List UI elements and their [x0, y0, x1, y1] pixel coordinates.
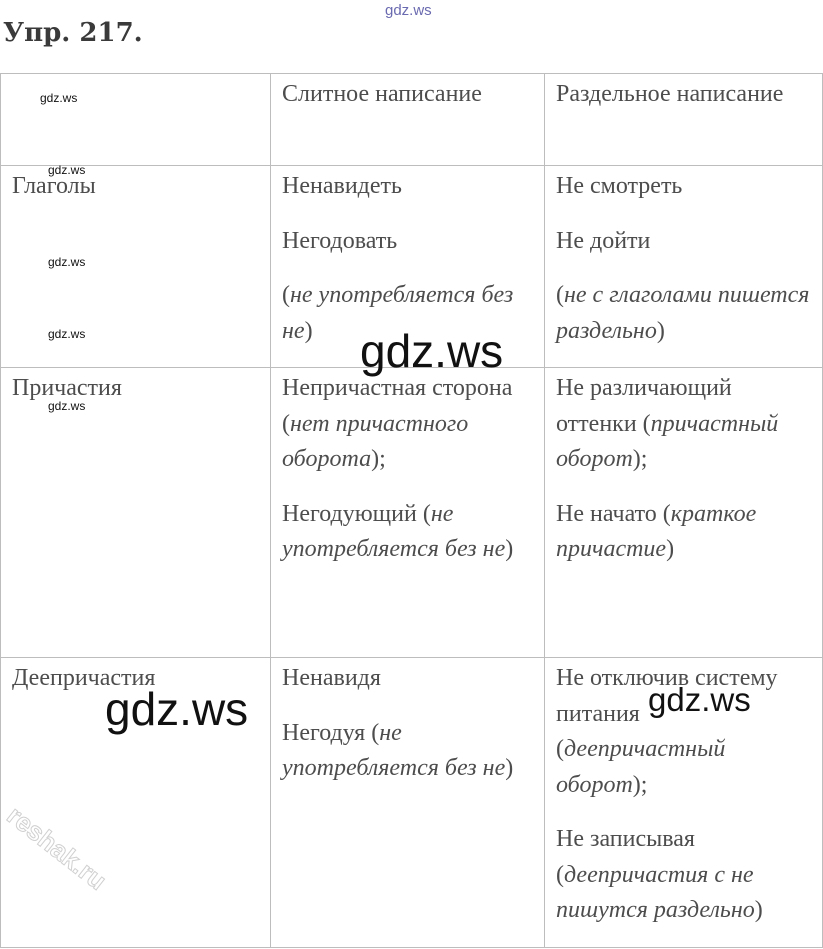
note-text: не употребляется без не	[282, 282, 514, 344]
watermark-large: gdz.ws	[105, 683, 249, 735]
category-cell: Деепричастия	[1, 658, 271, 948]
watermark-large: gdz.ws	[360, 325, 504, 377]
header-cell-separate: Раздельное написание	[545, 74, 823, 166]
merged-cell	[271, 658, 545, 948]
example: Негодуя (не употребляется без не)	[282, 719, 514, 781]
example: Негодовать	[282, 227, 398, 254]
example: Не начато (краткое причастие)	[556, 500, 757, 562]
header-cell-merged: Слитное написание	[271, 74, 545, 166]
watermark: gdz.ws	[48, 255, 86, 269]
category-cell: Глаголы	[1, 166, 271, 368]
watermark: gdz.ws	[40, 91, 78, 105]
merged-cell	[271, 368, 545, 658]
watermark-top: gdz.ws	[385, 2, 432, 19]
watermark-medium: gdz.ws	[648, 681, 751, 718]
example: Не записывая (деепричастия с не пишутся раздельно)	[556, 826, 763, 923]
example: Ненавидеть	[282, 173, 402, 199]
answer-table	[0, 73, 823, 948]
watermark: gdz.ws	[48, 327, 86, 341]
example: Негодующий (не употребляется без не)	[282, 500, 514, 562]
example: Ненавидя	[282, 665, 381, 691]
example: Не смотреть	[556, 173, 683, 199]
table-row-participles	[1, 368, 823, 658]
example: Не отключив систему питания (деепричастный оборот);	[556, 665, 778, 798]
watermark: gdz.ws	[48, 399, 86, 413]
table-header-row	[1, 74, 823, 166]
category-cell: Причастия	[1, 368, 271, 658]
stamp-watermark: reshak.ru	[1, 800, 113, 896]
example: Не различающий оттенки (причастный оборот);	[556, 375, 779, 472]
note: (не употребляется без не)	[282, 282, 514, 344]
note: (не с глаголами пишется раздельно)	[556, 282, 810, 344]
watermark: gdz.ws	[48, 163, 86, 177]
separate-cell	[545, 368, 823, 658]
example: Непричастная сторона (нет причастного оборота);	[282, 375, 513, 472]
exercise-title: Упр. 217.	[3, 18, 143, 48]
header-cell-category	[1, 74, 271, 166]
separate-cell	[545, 166, 823, 368]
note-text: не с глаголами пишется раздельно	[556, 282, 810, 344]
example: Не дойти	[556, 227, 651, 254]
